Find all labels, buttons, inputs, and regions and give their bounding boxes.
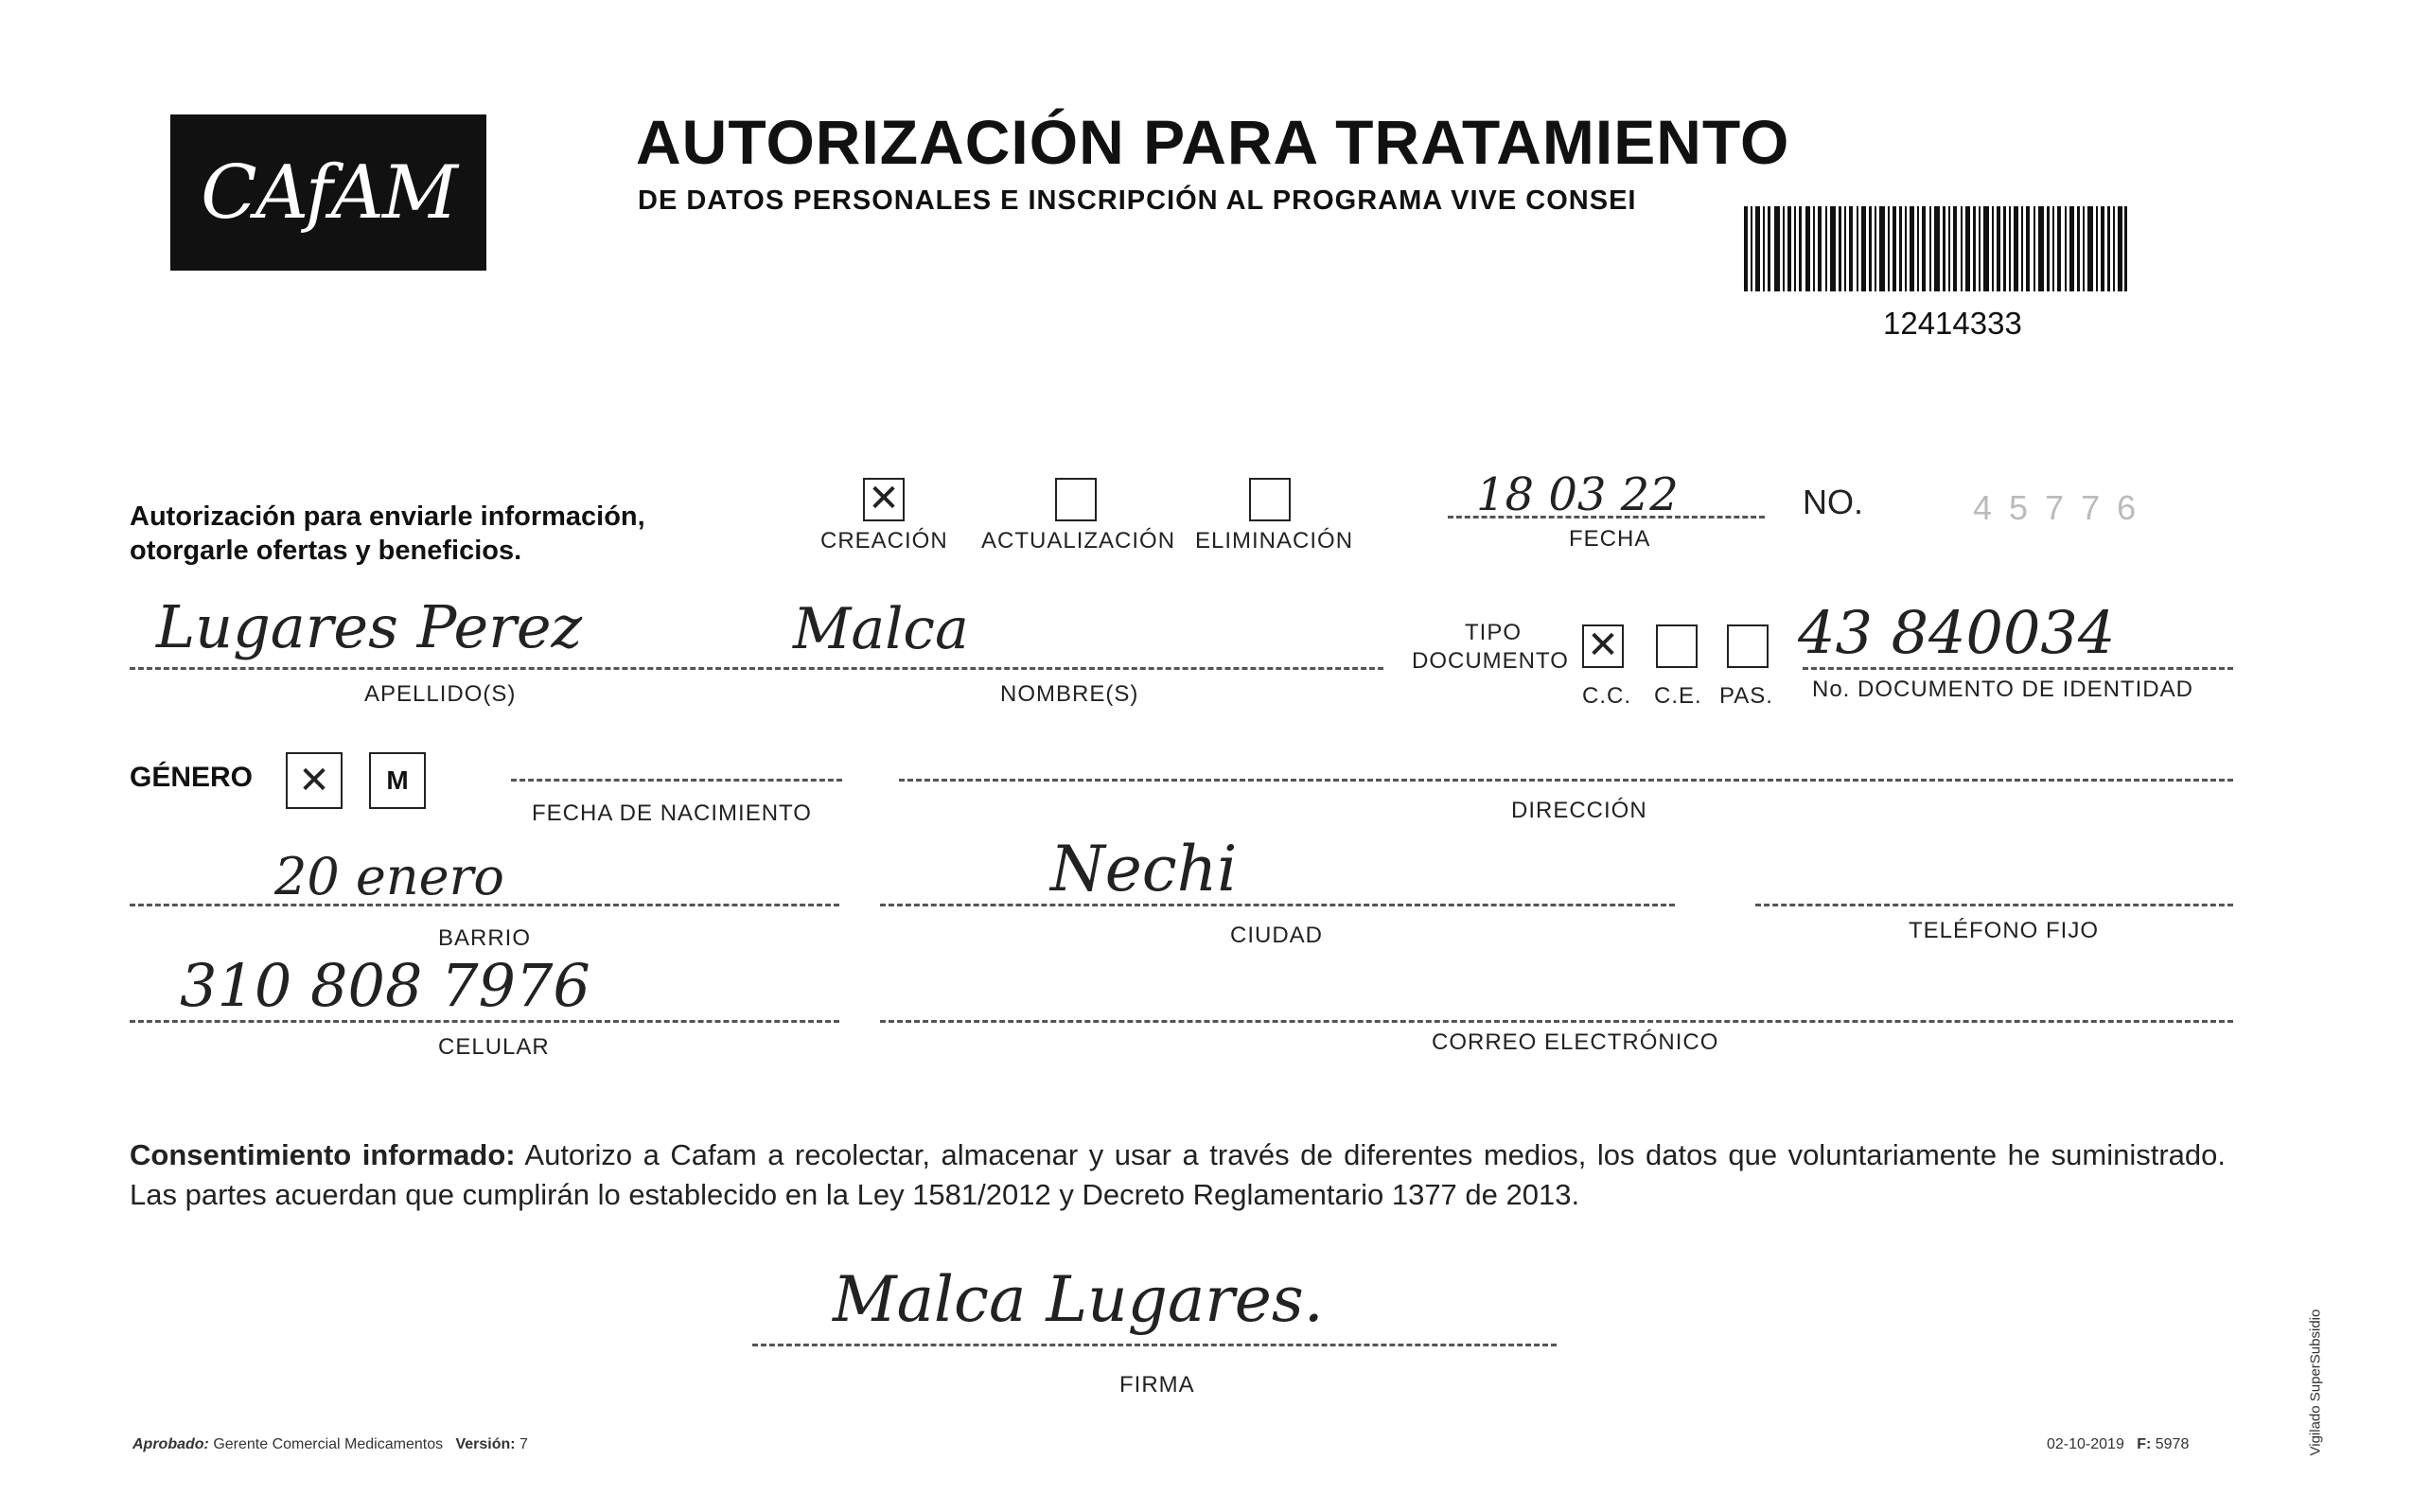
auth-heading — [130, 500, 645, 568]
doc-type-label-2: DOCUMENTO — [1412, 648, 1569, 674]
male-label: M — [386, 765, 409, 795]
creacion-label: CREACIÓN — [820, 528, 948, 554]
cc-checkbox[interactable] — [1582, 624, 1624, 668]
birth-label: FECHA DE NACIMIENTO — [532, 800, 812, 826]
doc-number-label: No. DOCUMENTO DE IDENTIDAD — [1812, 677, 2193, 702]
doc-number-line — [1803, 667, 2233, 670]
signature-value[interactable]: Malca Lugares. — [833, 1263, 1324, 1336]
doc-type-label-1: TIPO — [1465, 620, 1523, 645]
eliminacion-checkbox[interactable] — [1249, 478, 1291, 521]
city-label: CIUDAD — [1230, 923, 1324, 948]
signature-label: FIRMA — [1119, 1372, 1195, 1398]
barcode — [1744, 206, 2127, 291]
consent-heading: Consentimiento informado: — [130, 1138, 516, 1171]
auth-heading-line1: Autorización para enviarle información, — [130, 501, 645, 532]
email-line — [880, 1020, 2233, 1023]
birth-line — [511, 779, 842, 782]
version-label: Versión: — [455, 1436, 516, 1452]
approved-label: Aprobado: — [132, 1436, 209, 1452]
no-value: 4 5 7 7 6 — [1973, 488, 2140, 527]
form-value: 5978 — [2155, 1436, 2190, 1452]
phone-label: TELÉFONO FIJO — [1909, 918, 2100, 943]
form-subtitle: DE DATOS PERSONALES E INSCRIPCIÓN AL PROGRAMA VIVE CONSEI — [638, 185, 1637, 216]
side-vigilado — [2301, 1244, 2330, 1462]
cc-check-mark: ✕ — [1587, 624, 1619, 667]
date-label: FECHA — [1569, 526, 1651, 552]
version-value: 7 — [519, 1436, 528, 1452]
signature-line — [752, 1344, 1557, 1346]
no-label: NO. — [1803, 483, 1864, 521]
female-checkbox[interactable] — [286, 752, 343, 809]
form-label: F: — [2137, 1436, 2152, 1452]
cc-label: C.C. — [1582, 683, 1631, 709]
barrio-line — [130, 904, 839, 906]
doc-number-value[interactable]: 43 840034 — [1798, 598, 2116, 667]
approved-value: Gerente Comercial Medicamentos — [213, 1436, 444, 1452]
barrio-label: BARRIO — [438, 925, 532, 951]
ce-label: C.E. — [1654, 683, 1702, 709]
footer-form — [2047, 1436, 2189, 1453]
names-value[interactable]: Malca — [793, 596, 969, 662]
footer-date: 02-10-2019 — [2047, 1436, 2124, 1452]
address-line — [899, 779, 2233, 782]
creacion-checkbox[interactable] — [863, 478, 905, 521]
barrio-value[interactable]: 20 enero — [274, 847, 504, 906]
actualizacion-label: ACTUALIZACIÓN — [981, 528, 1176, 554]
logo-text: CAfAM — [201, 150, 456, 236]
consent-text: Autorizo a Cafam a recolectar, almacenar y usar a través de diferentes medios, los datos que voluntariamente he suministrado. Las partes acuerdan que cumplirán lo establecido en la Ley 1581/2012 y Decreto Reglamentario 1377 de 2013. — [130, 1138, 2226, 1211]
ce-checkbox[interactable] — [1656, 624, 1698, 668]
city-value[interactable]: Nechi — [1050, 833, 1238, 905]
consent-paragraph — [130, 1135, 2226, 1215]
date-value[interactable]: 18 03 22 — [1476, 468, 1679, 521]
phone-line — [1755, 904, 2233, 906]
address-label: DIRECCIÓN — [1511, 798, 1647, 823]
male-checkbox[interactable] — [369, 752, 426, 809]
city-line — [880, 904, 1675, 906]
email-label: CORREO ELECTRÓNICO — [1432, 1029, 1719, 1055]
female-check-mark: ✕ — [298, 759, 330, 802]
date-line — [1448, 516, 1765, 519]
cell-label: CELULAR — [438, 1034, 550, 1060]
gender-label: GÉNERO — [130, 762, 254, 793]
surnames-value[interactable]: Lugares Perez — [156, 592, 583, 661]
auth-heading-line2: otorgarle ofertas y beneficios. — [130, 536, 522, 566]
name-line — [130, 667, 1383, 670]
actualizacion-checkbox[interactable] — [1055, 478, 1097, 521]
creacion-check-mark: ✕ — [868, 477, 900, 520]
cell-value[interactable]: 310 808 7976 — [180, 951, 590, 1020]
barcode-number: 12414333 — [1883, 306, 2022, 341]
surnames-label: APELLIDO(S) — [364, 681, 517, 707]
cafam-logo — [170, 114, 486, 271]
footer-approved — [132, 1436, 528, 1453]
cell-line — [130, 1020, 839, 1023]
eliminacion-label: ELIMINACIÓN — [1195, 528, 1354, 554]
pas-checkbox[interactable] — [1727, 624, 1769, 668]
form-title: AUTORIZACIÓN PARA TRATAMIENTO — [636, 107, 1790, 177]
pas-label: PAS. — [1719, 683, 1773, 709]
names-label: NOMBRE(S) — [1000, 681, 1139, 707]
side-text: Vigilado SuperSubsidio — [2307, 1309, 2324, 1456]
